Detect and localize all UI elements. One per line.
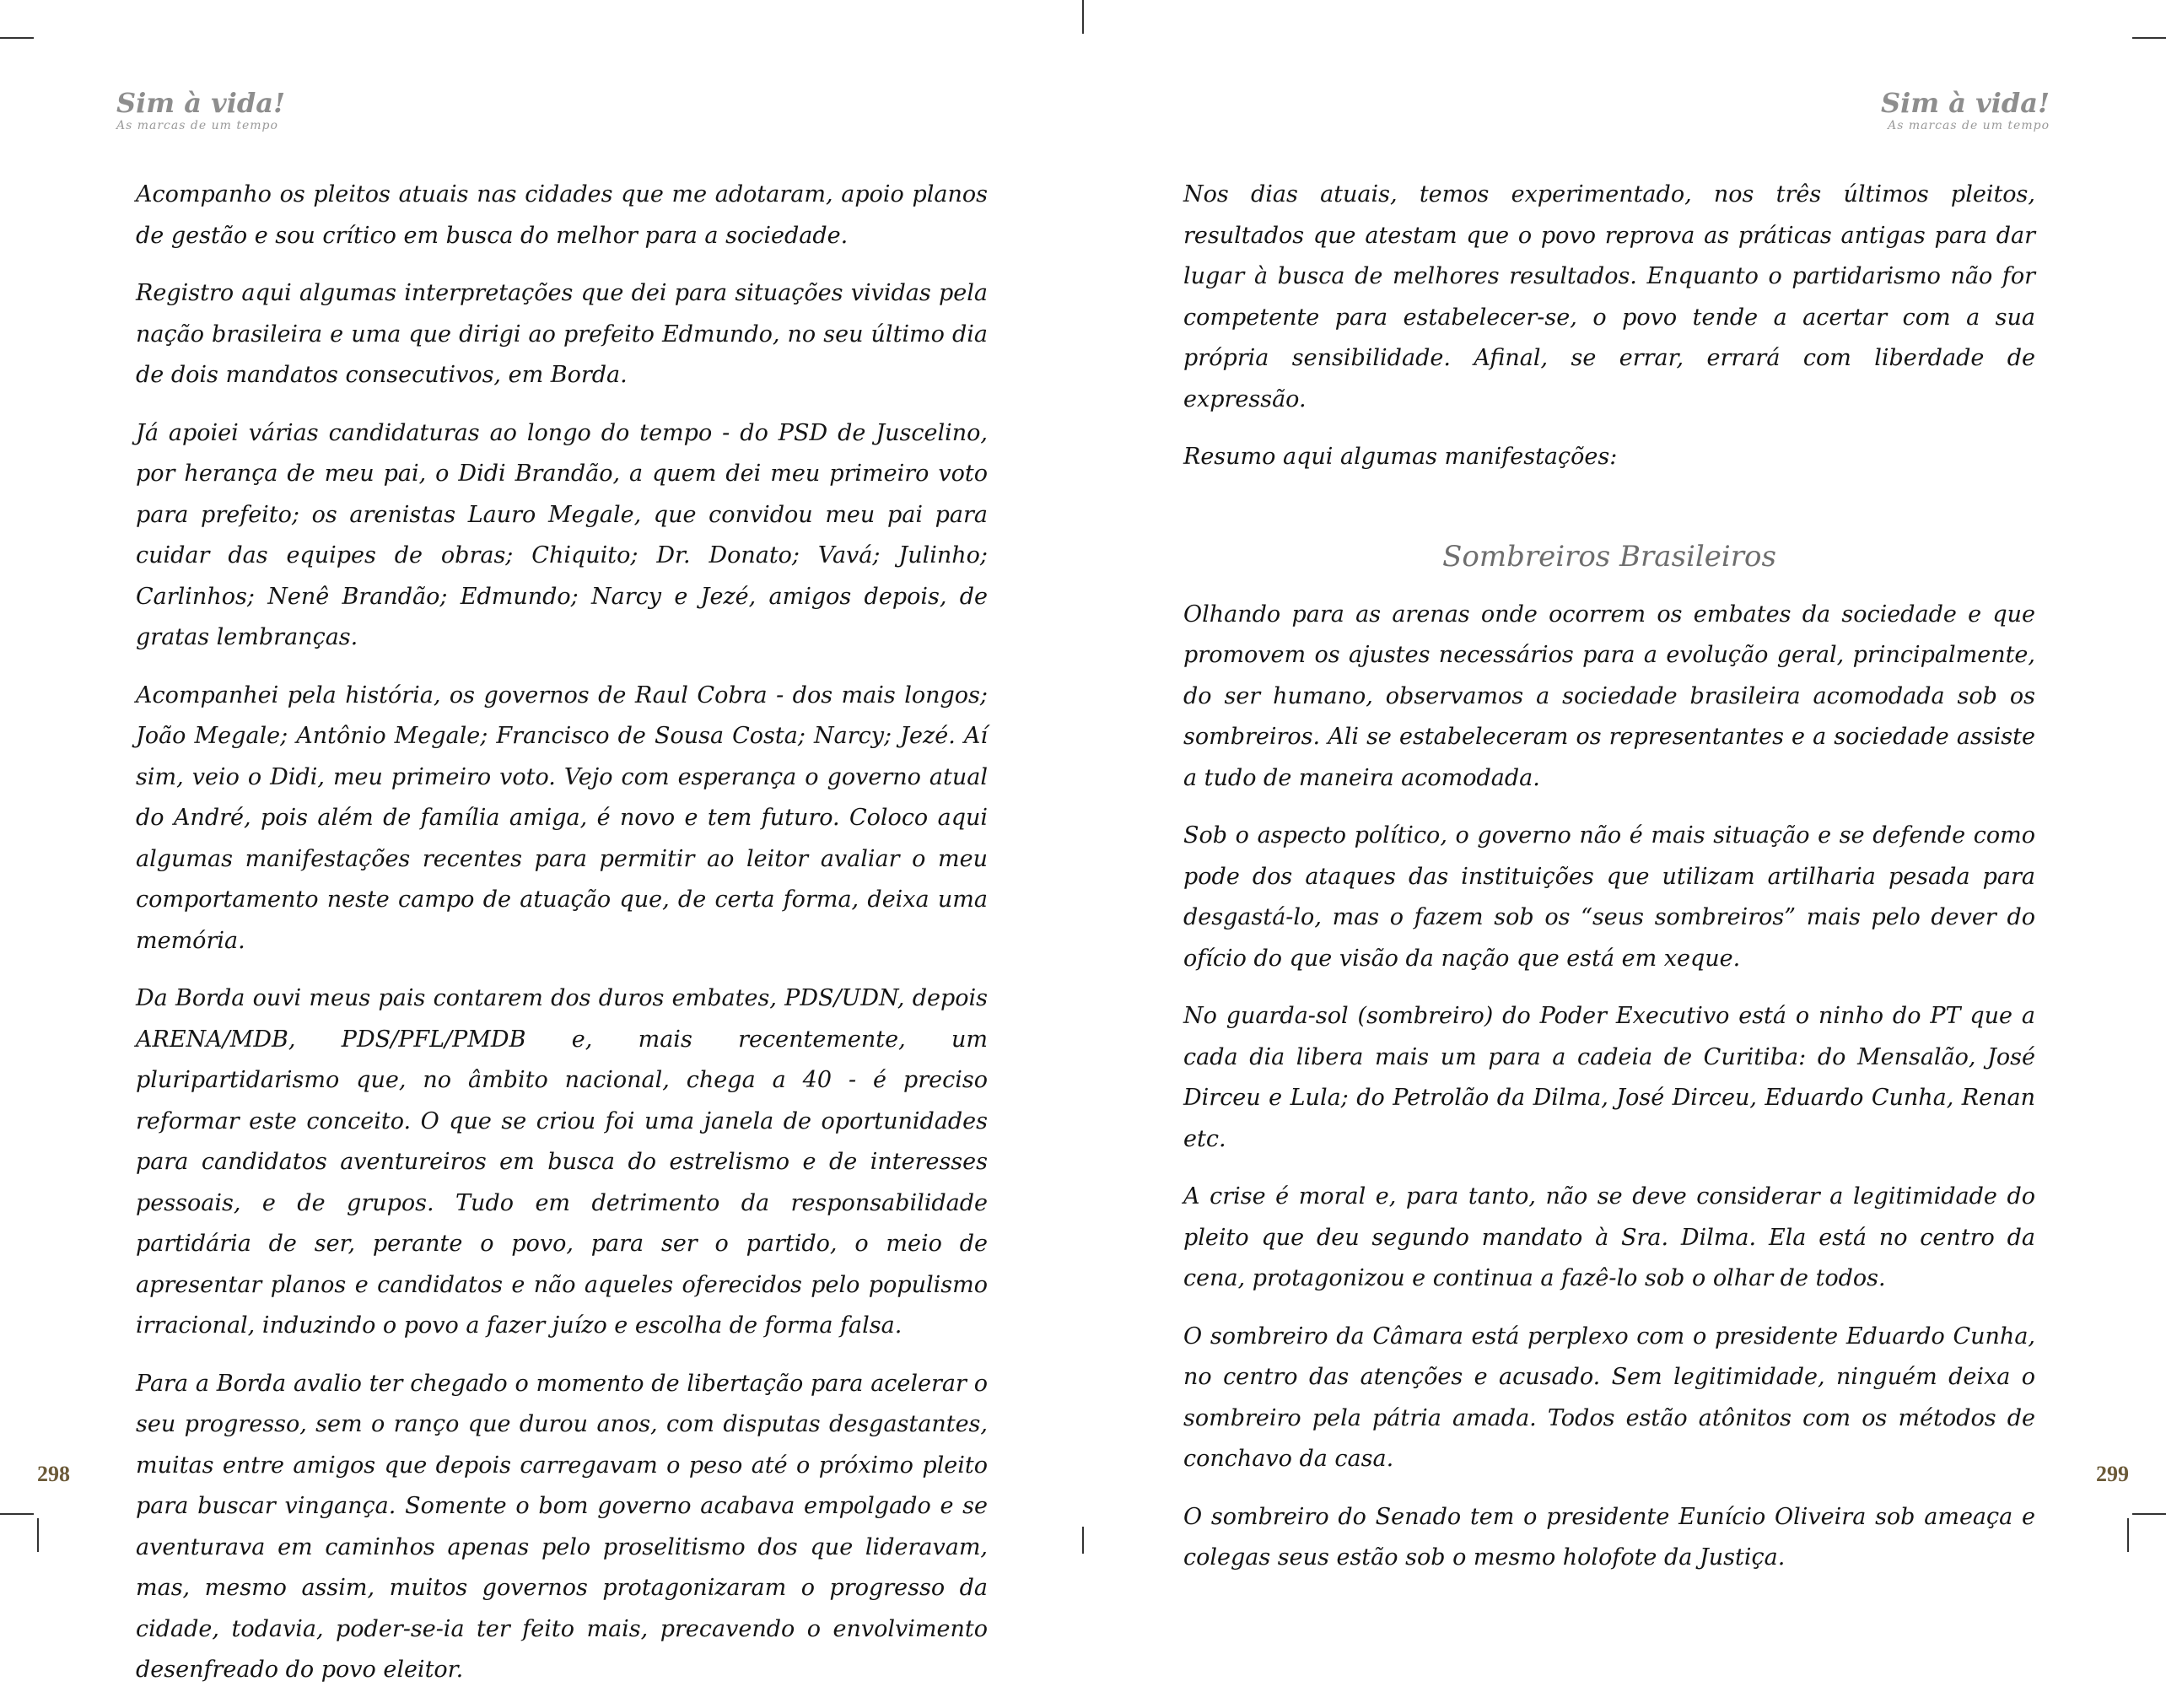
paragraph: O sombreiro da Câmara está perplexo com o presidente Eduardo Cunha, no centro das atenções e acusado. Sem legitimidade, ninguém deixa o sombreiro pela pátria amada. Todos estão atônitos com os métodos de conchavo da casa. xyxy=(1183,1323,2035,1472)
page-number: 298 xyxy=(37,1462,70,1486)
paragraph: No guarda-sol (sombreiro) do Poder Executivo está o ninho do PT que a cada dia libera mais um para a cadeia de Curitiba: do Mensalão, José Dirceu e Lula; do Petrolão da Dilma, José Dirceu, Eduardo Cunha, Renan etc. xyxy=(1183,1003,2035,1152)
paragraph: Acompanhei pela história, os governos de Raul Cobra - dos mais longos; João Megale; Antônio Megale; Francisco de Sousa Costa; Narcy; Jezé. Aí sim, veio o Didi, meu primeiro voto. Vejo com esperança o governo atual do André, pois além de família amiga, é novo e tem futuro. Coloco aqui algumas manifestações recentes para permitir ao leitor avaliar o meu comportamento neste campo de atuação que, de certa forma, deixa uma memória. xyxy=(136,682,988,954)
paragraph: Olhando para as arenas onde ocorrem os embates da sociedade e que promovem os ajustes necessários para a evolução geral, principalmente, do ser humano, observamos a sociedade brasileira acomodada sob os sombreiros. Ali se estabeleceram os representantes e a sociedade assiste a tudo de maneira acomodada. xyxy=(1183,601,2035,791)
paragraph: Para a Borda avalio ter chegado o momento de libertação para acelerar o seu progresso, sem o ranço que durou anos, com disputas desgastantes, muitas entre amigos que depois carregavam o peso até o próximo pleito para buscar vingança. Somente o bom governo acabava empolgado e se aventurava em caminhos apenas pelo proselitismo dos que lideravam, mas, mesmo assim, muitos governos protagonizaram o progresso da cidade, todavia, poder-se-ia ter feito mais, precavendo o envolvimento desenfreado do povo eleitor. xyxy=(136,1370,988,1683)
paragraph: Nos dias atuais, temos experimentado, nos três últimos pleitos, resultados que atestam que o povo reprova as práticas antigas para dar lugar à busca de melhores resultados. Enquanto o partidarismo não for competente para estabelecer-se, o povo tende a acertar com a sua própria sensibilidade. Afinal, se errar, errará com liberdade de expressão. xyxy=(1183,181,2035,412)
paragraph: Sob o aspecto político, o governo não é mais situação e se defende como pode dos ataques das instituições que utilizam artilharia pesada para desgastá-lo, mas o fazem sob os “seus sombreiros” mais pelo dever do ofício do que visão da nação que está em xeque. xyxy=(1183,822,2035,972)
paragraph: Resumo aqui algumas manifestações: xyxy=(1183,444,1618,470)
page-body xyxy=(1183,175,2035,1596)
paragraph: Já apoiei várias candidaturas ao longo do tempo - do PSD de Juscelino, por herança de meu pai, o Didi Brandão, a quem dei meu primeiro voto para prefeito; os arenistas Lauro Megale, que convidou meu pai para cuidar das equipes de obras; Chiquito; Dr. Donato; Vavá; Julinho; Carlinhos; Nenê Brandão; Edmundo; Narcy e Jezé, amigos depois, de gratas lembranças. xyxy=(136,419,988,650)
right-page xyxy=(1083,0,2166,1571)
book-title: Sim à vida! xyxy=(116,87,286,119)
running-header xyxy=(1881,88,2050,133)
paragraph: Registro aqui algumas interpretações que dei para situações vividas pela nação brasileira e uma que dirigi ao prefeito Edmundo, no seu último dia de dois mandatos consecutivos, em Borda. xyxy=(136,280,988,388)
page-body xyxy=(136,175,988,1708)
paragraph: O sombreiro do Senado tem o presidente Eunício Oliveira sob ameaça e colegas seus estão sob o mesmo holofote da Justiça. xyxy=(1183,1503,2035,1571)
book-subtitle: As marcas de um tempo xyxy=(116,119,278,132)
book-title: Sim à vida! xyxy=(1880,87,2050,119)
running-header xyxy=(116,88,285,133)
page-number: 299 xyxy=(2096,1462,2129,1486)
book-subtitle: As marcas de um tempo xyxy=(1888,119,2050,132)
left-page xyxy=(0,0,1083,1683)
paragraph: Da Borda ouvi meus pais contarem dos duros embates, PDS/UDN, depois ARENA/MDB, PDS/PFL/PMDB e, mais recentemente, um pluripartidarismo que, no âmbito nacional, chega a 40 - é preciso reformar este conceito. O que se criou foi uma janela de oportunidades para candidatos aventureiros em busca do estrelismo e de interesses pessoais, e de grupos. Tudo em detrimento da responsabilidade partidária de ser, perante o povo, para ser o partido, o meio de apresentar planos e candidatos e não aqueles oferecidos pelo populismo irracional, induzindo o povo a fazer juízo e escolha de forma falsa. xyxy=(136,985,988,1339)
section-heading: Sombreiros Brasileiros xyxy=(1442,539,1776,574)
paragraph: A crise é moral e, para tanto, não se deve considerar a legitimidade do pleito que deu segundo mandato à Sra. Dilma. Ela está no centro da cena, protagonizou e continua a fazê-lo sob o olhar de todos. xyxy=(1183,1183,2035,1291)
paragraph: Acompanho os pleitos atuais nas cidades que me adotaram, apoio planos de gestão e sou crítico em busca do melhor para a sociedade. xyxy=(136,181,988,249)
